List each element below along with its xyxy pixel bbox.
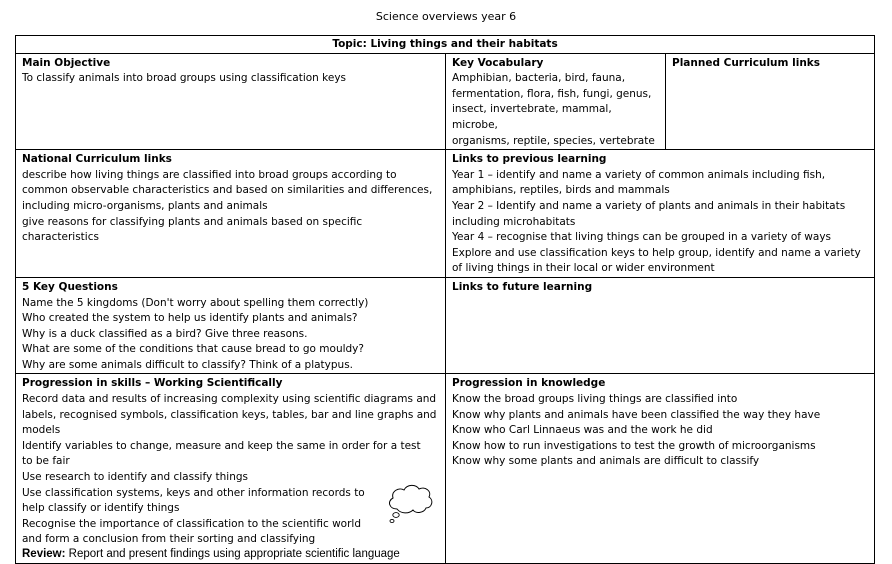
skill-line: labels, recognised symbols, classification keys, tables, bar and line graphs and (22, 408, 437, 421)
knowledge-line: Know why some plants and animals are difficult to classify (452, 455, 760, 468)
skills-cell (16, 374, 446, 563)
nc-line: common observable characteristics and based on similarities and differences, (22, 184, 433, 197)
planned-curriculum-cell (666, 53, 875, 150)
skill-line: Use classification systems, keys and other information records to (22, 486, 365, 499)
prev-line: Year 2 – Identify and name a variety of plants and animals in their habitats (452, 199, 846, 212)
prev-line: of living things in their local or wider environment (452, 262, 715, 275)
knowledge-line: Know why plants and animals have been classified the way they have (452, 408, 821, 421)
previous-learning-heading: Links to previous learning (452, 153, 607, 166)
main-objective-text: To classify animals into broad groups using classification keys (22, 72, 347, 85)
previous-learning-cell (446, 150, 875, 278)
prev-line: Explore and use classification keys to help group, identify and name a variety (452, 246, 861, 259)
knowledge-cell (446, 374, 875, 563)
question-line: Why is a duck classified as a bird? Give three reasons. (22, 327, 308, 340)
skills-heading: Progression in skills – Working Scientifically (22, 377, 283, 390)
nc-line: give reasons for classifying plants and animals based on specific (22, 215, 363, 228)
national-curriculum-cell (16, 150, 446, 278)
skill-line: to be fair (22, 455, 70, 468)
skill-line: Record data and results of increasing complexity using scientific diagrams and (22, 393, 437, 406)
prev-line: amphibians, reptiles, birds and mammals (452, 184, 670, 197)
key-vocabulary-heading: Key Vocabulary (452, 56, 544, 69)
nc-line: describe how living things are classified into broad groups according to (22, 168, 397, 181)
knowledge-line: Know who Carl Linnaeus was and the work he did (452, 424, 713, 437)
thought-cloud-icon (385, 481, 435, 527)
review-line (22, 547, 439, 563)
page-title: Science overviews year 6 (375, 10, 517, 23)
planned-curriculum-heading: Planned Curriculum links (672, 56, 821, 69)
question-line: Name the 5 kingdoms (Don't worry about spelling them correctly) (22, 296, 369, 309)
main-objective-cell (16, 53, 446, 150)
future-learning-cell (446, 277, 875, 374)
prev-line: including microhabitats (452, 215, 576, 228)
skill-line: Identify variables to change, measure and keep the same in order for a test (22, 439, 421, 452)
topic-heading: Topic: Living things and their habitats (16, 36, 875, 54)
prev-line: Year 1 – identify and name a variety of common animals including fish, (452, 168, 826, 181)
prev-line: Year 4 – recognise that living things can be grouped in a variety of ways (452, 231, 831, 244)
key-questions-heading: 5 Key Questions (22, 280, 118, 293)
vocab-line: Amphibian, bacteria, bird, fauna, (452, 72, 626, 85)
knowledge-line: Know how to run investigations to test the growth of microorganisms (452, 439, 816, 452)
vocab-line: organisms, reptile, species, vertebrate (452, 134, 655, 147)
question-line: Who created the system to help us identify plants and animals? (22, 312, 358, 325)
main-objective-heading: Main Objective (22, 56, 111, 69)
national-curriculum-heading: National Curriculum links (22, 153, 172, 166)
question-line: Why are some animals difficult to classify? Think of a platypus. (22, 358, 354, 371)
nc-line: characteristics (22, 231, 99, 244)
skill-line: help classify or identify things (22, 502, 180, 515)
key-vocabulary-cell (446, 53, 666, 150)
knowledge-line: Know the broad groups living things are classified into (452, 393, 738, 406)
future-learning-heading: Links to future learning (452, 280, 593, 293)
skill-line: models (22, 424, 61, 437)
skill-line: and form a conclusion from their sorting and classifying (22, 533, 316, 546)
key-questions-cell (16, 277, 446, 374)
skill-line: Recognise the importance of classification to the scientific world (22, 517, 361, 530)
knowledge-heading: Progression in knowledge (452, 377, 606, 390)
review-text: Report and present findings using appropriate scientific language (65, 548, 400, 560)
vocab-line: insect, invertebrate, mammal, microbe, (452, 103, 612, 131)
vocab-line: fermentation, flora, fish, fungi, genus, (452, 87, 652, 100)
skill-line: Use research to identify and classify things (22, 471, 249, 484)
review-label: Review: (22, 548, 66, 560)
overview-table (15, 35, 875, 564)
nc-line: including micro-organisms, plants and animals (22, 199, 268, 212)
question-line: What are some of the conditions that cause bread to go mouldy? (22, 343, 364, 356)
